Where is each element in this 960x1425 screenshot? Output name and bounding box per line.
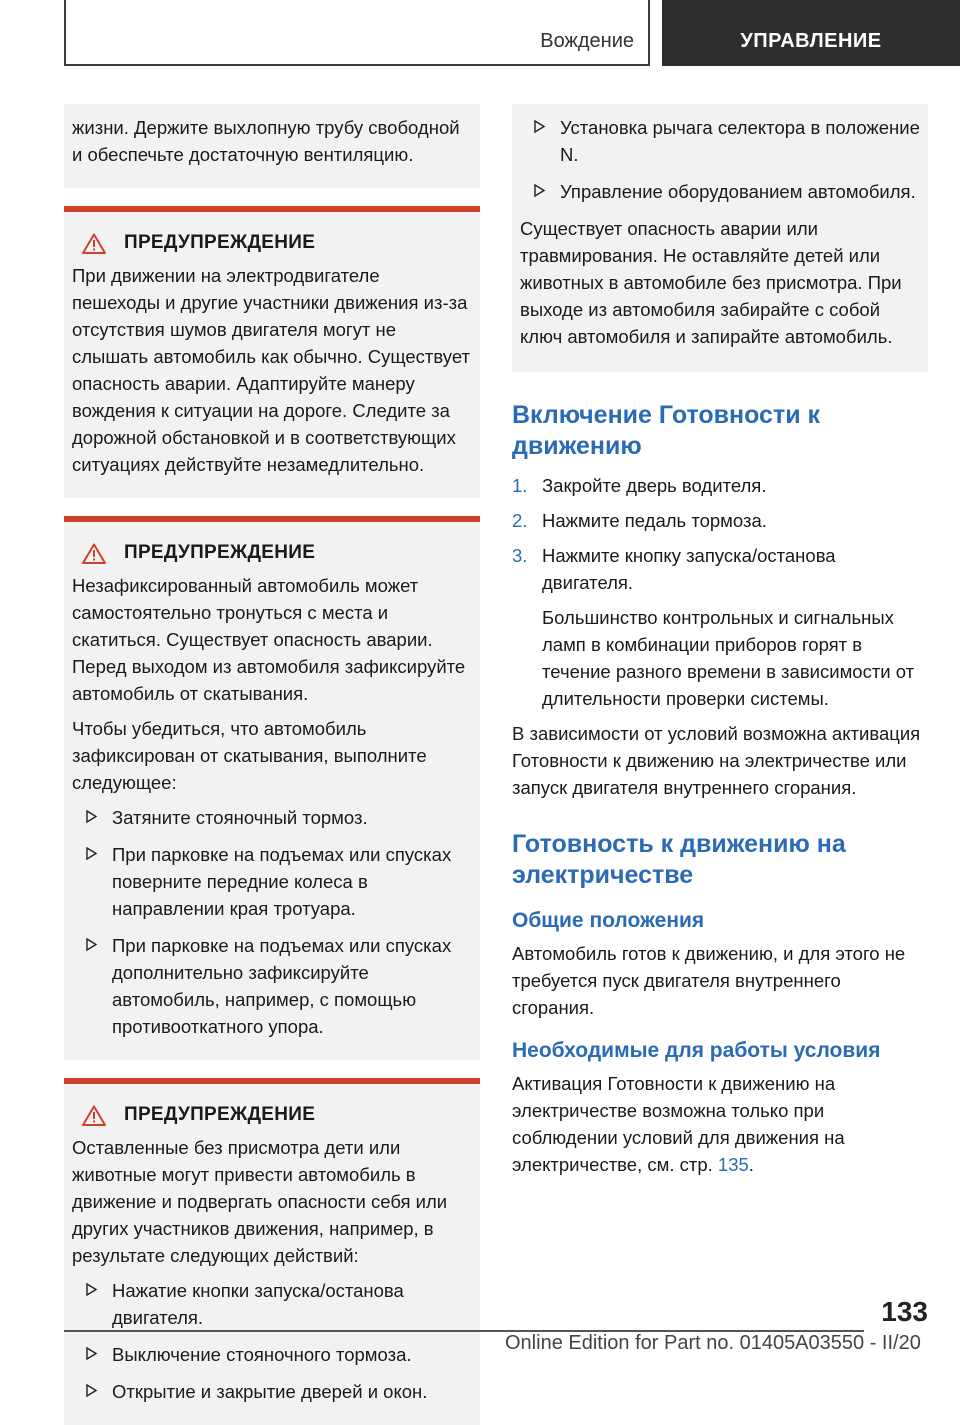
triangle-bullet-icon [86, 1283, 97, 1296]
triangle-bullet-icon [86, 1384, 97, 1397]
body-text: В зависимости от условий возможна активация Готовности к движению на электричестве или запуск двигателя внутреннего сгорания. [512, 723, 921, 798]
header-chapter-label: УПРАВЛЕНИЕ [740, 30, 882, 52]
step-number: 1. [512, 475, 528, 496]
list-item: Нажатие кнопки запуска/останова двигателя. [72, 1277, 472, 1331]
header-section-box [64, 0, 650, 66]
warning-title: ПРЕДУПРЕЖДЕНИЕ [72, 232, 472, 254]
list-item: Управление оборудованием автомобиля. [520, 178, 920, 205]
warning-text: Существует опасность аварии или травмирования. Не оставляйте детей или животных в автомобиле без присмотра. При выходе из автомобиля забирайте с собой ключ автомобиля и запирайте автомобиль. [520, 218, 902, 347]
page-number: 133 [881, 1296, 928, 1327]
bullet-list [520, 114, 920, 205]
warning-title: ПРЕДУПРЕЖДЕНИЕ [72, 1104, 472, 1126]
header-section-label: Вождение [540, 30, 634, 52]
warning-text: Оставленные без присмотра дети или животные могут привести автомобиль в движение и подвергать опасности себя или других участников движения, например, в результате следующих действий: [72, 1137, 448, 1266]
section-heading-ready-to-drive: Включение Готовности к движению [512, 401, 821, 460]
triangle-bullet-icon [86, 1347, 97, 1360]
triangle-bullet-icon [86, 938, 97, 951]
warning-box-3 [64, 1078, 480, 1425]
step-note: Большинство контрольных и сигнальных ламп в комбинации приборов горят в течение разного времени в зависимости от длительности проверки системы. [542, 607, 915, 709]
warning-text: Чтобы убедиться, что автомобиль зафиксирован от скатывания, выполните следующее: [72, 718, 427, 793]
warning-triangle-icon [82, 1105, 106, 1126]
right-column [512, 104, 928, 1178]
subheading-conditions: Необходимые для работы условия [512, 1039, 881, 1062]
intro-text: жизни. Держите выхлопную трубу свободной и обеспечьте достаточную вентиляцию. [72, 117, 460, 165]
footer-edition: Online Edition for Part no. 01405A03550 - II/20 [505, 1332, 921, 1354]
list-item: Открытие и закрытие дверей и окон. [72, 1378, 472, 1405]
warning-title: ПРЕДУПРЕЖДЕНИЕ [72, 542, 472, 564]
list-item: 2. Нажмите педаль тормоза. [512, 507, 928, 534]
warning-text: При движении на электродвигателе пешеходы и другие участники движения из-за отсутствия шумов двигателя могут не слышать автомобиль как обычно. Существует опасность аварии. Адаптируйте манеру вождения к ситуации на дороге. Следите за дорожной обстановкой и в соответствующих ситуациях действуйте незамедлительно. [72, 265, 470, 475]
section-heading-electric-drive: Готовность к движению на электричестве [512, 830, 846, 889]
warning-continuation-box [512, 104, 928, 372]
list-item: Выключение стояночного тормоза. [72, 1341, 472, 1368]
list-item: 1. Закройте дверь водителя. [512, 472, 928, 499]
warning-box-1 [64, 206, 480, 498]
header-chapter-box [662, 0, 960, 66]
triangle-bullet-icon [86, 847, 97, 860]
warning-triangle-icon [82, 543, 106, 564]
body-text: Активация Готовности к движению на электричестве возможна только при соблюдении условий для движения на электричестве, см. стр. 135. [512, 1073, 845, 1175]
step-number: 2. [512, 510, 528, 531]
list-item: При парковке на подъемах или спусках дополнительно зафиксируйте автомобиль, например, с помощью противооткатного упора. [72, 932, 472, 1040]
list-item: При парковке на подъемах или спусках поверните передние колеса в направлении края тротуара. [72, 841, 472, 922]
triangle-bullet-icon [534, 120, 545, 133]
list-item: Затяните стояночный тормоз. [72, 804, 472, 831]
bullet-list [72, 1277, 472, 1405]
page-reference-link[interactable]: 135 [717, 1154, 749, 1175]
triangle-bullet-icon [534, 184, 545, 197]
intro-box [64, 104, 480, 188]
bullet-list [72, 804, 472, 1040]
list-item: Установка рычага селектора в положение N. [520, 114, 920, 168]
numbered-steps [512, 472, 928, 712]
list-item: 3. Нажмите кнопку запуска/останова двигателя. Большинство контрольных и сигнальных ламп в комбинации приборов горят в течение разного времени в зависимости от длительности проверки системы. [512, 542, 928, 712]
step-number: 3. [512, 545, 528, 566]
left-column [64, 104, 480, 1425]
warning-triangle-icon [82, 233, 106, 254]
warning-text: Незафиксированный автомобиль может самостоятельно тронуться с места и скатиться. Существует опасность аварии. Перед выходом из автомобиля зафиксируйте автомобиль от скатывания. [72, 575, 466, 704]
subheading-general: Общие положения [512, 909, 705, 932]
body-text: Автомобиль готов к движению, и для этого не требуется пуск двигателя внутреннего сгорания. [512, 943, 906, 1018]
warning-box-2 [64, 516, 480, 1060]
triangle-bullet-icon [86, 810, 97, 823]
